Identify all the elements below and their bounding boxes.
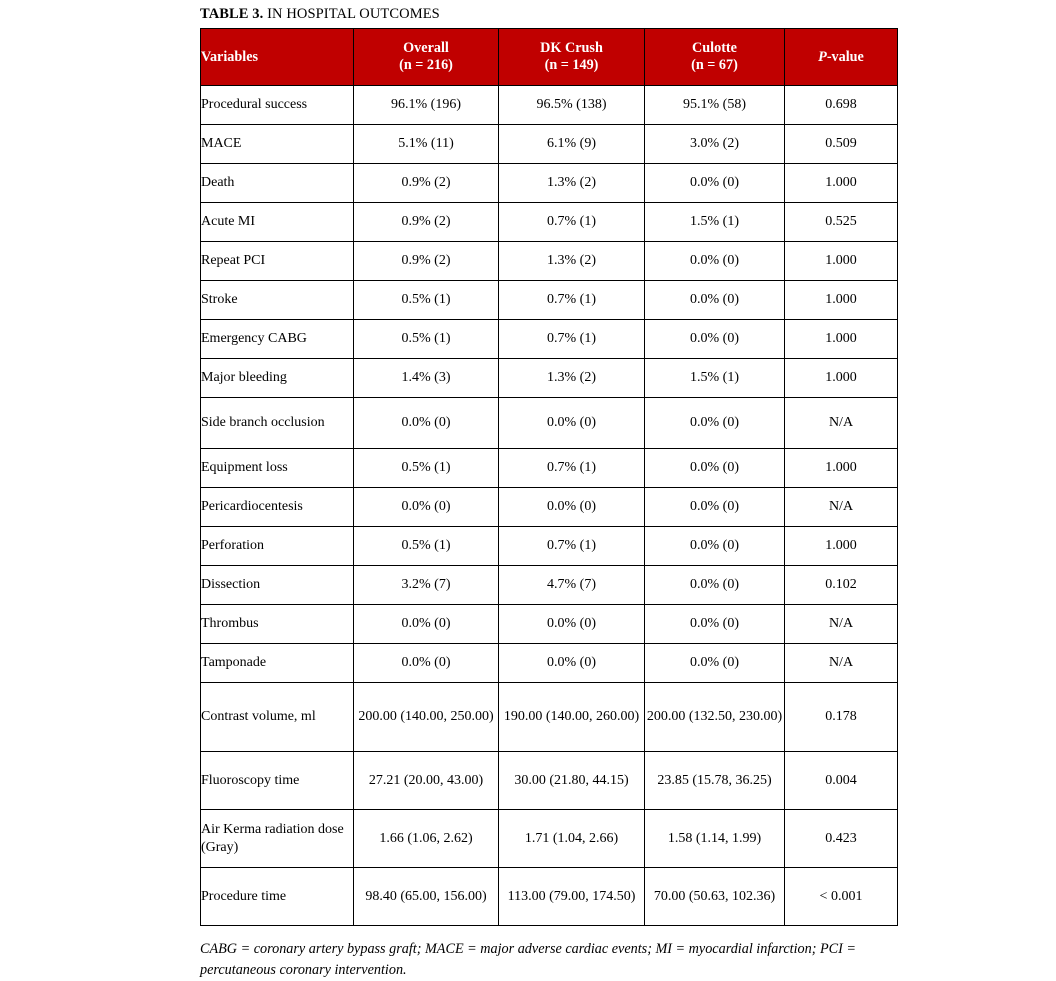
column-header-pvalue-symbol: P [818, 48, 827, 65]
table-row [201, 359, 898, 398]
row-dk-crush: 1.3% (2) [499, 242, 645, 281]
table-row [201, 488, 898, 527]
row-variable: Perforation [201, 527, 354, 566]
table-body [201, 86, 898, 926]
row-dk-crush: 113.00 (79.00, 174.50) [499, 868, 645, 926]
row-culotte: 3.0% (2) [645, 125, 785, 164]
row-overall: 0.0% (0) [354, 644, 499, 683]
row-variable: Repeat PCI [201, 242, 354, 281]
row-pvalue: < 0.001 [785, 868, 898, 926]
row-overall: 0.9% (2) [354, 164, 499, 203]
page-title [200, 0, 900, 28]
row-culotte: 0.0% (0) [645, 281, 785, 320]
row-culotte: 0.0% (0) [645, 164, 785, 203]
row-variable: Acute MI [201, 203, 354, 242]
row-overall: 0.0% (0) [354, 398, 499, 449]
row-pvalue: 1.000 [785, 527, 898, 566]
row-culotte: 95.1% (58) [645, 86, 785, 125]
row-culotte: 0.0% (0) [645, 527, 785, 566]
row-dk-crush: 1.3% (2) [499, 359, 645, 398]
column-header-culotte-n: (n = 67) [691, 57, 738, 73]
row-pvalue: 0.102 [785, 566, 898, 605]
row-culotte: 1.58 (1.14, 1.99) [645, 810, 785, 868]
row-overall: 0.5% (1) [354, 281, 499, 320]
table-footnote: CABG = coronary artery bypass graft; MACE = major adverse cardiac events; MI = myocardial infarction; PCI = percutaneous coronary intervention. [200, 941, 856, 978]
row-variable: Fluoroscopy time [201, 752, 354, 810]
row-dk-crush: 1.71 (1.04, 2.66) [499, 810, 645, 868]
table-row [201, 398, 898, 449]
row-overall: 200.00 (140.00, 250.00) [354, 683, 499, 752]
row-pvalue: 1.000 [785, 281, 898, 320]
row-culotte: 0.0% (0) [645, 449, 785, 488]
row-culotte: 0.0% (0) [645, 242, 785, 281]
table-header-row [201, 29, 898, 86]
row-pvalue: N/A [785, 605, 898, 644]
row-dk-crush: 6.1% (9) [499, 125, 645, 164]
row-overall: 1.66 (1.06, 2.62) [354, 810, 499, 868]
row-pvalue: 0.509 [785, 125, 898, 164]
row-overall: 0.5% (1) [354, 527, 499, 566]
row-culotte: 0.0% (0) [645, 605, 785, 644]
row-variable: Death [201, 164, 354, 203]
table-row [201, 86, 898, 125]
row-culotte: 70.00 (50.63, 102.36) [645, 868, 785, 926]
row-dk-crush: 0.7% (1) [499, 320, 645, 359]
row-pvalue: 0.698 [785, 86, 898, 125]
column-header-variables-label: Variables [201, 48, 259, 65]
row-culotte: 0.0% (0) [645, 398, 785, 449]
in-hospital-outcomes-table [200, 28, 898, 926]
column-header-dk-crush-label: DK Crush [540, 40, 603, 56]
row-overall: 96.1% (196) [354, 86, 499, 125]
row-variable: Pericardiocentesis [201, 488, 354, 527]
row-variable: Emergency CABG [201, 320, 354, 359]
row-pvalue: 0.423 [785, 810, 898, 868]
row-variable: Procedural success [201, 86, 354, 125]
row-variable: Air Kerma radiation dose (Gray) [201, 810, 354, 868]
column-header-overall-label: Overall [403, 40, 449, 56]
row-dk-crush: 0.0% (0) [499, 605, 645, 644]
column-header-dk-crush [499, 29, 645, 86]
table-row [201, 320, 898, 359]
row-variable: Contrast volume, ml [201, 683, 354, 752]
row-pvalue: 0.004 [785, 752, 898, 810]
row-pvalue: 1.000 [785, 449, 898, 488]
row-pvalue: 1.000 [785, 359, 898, 398]
column-header-pvalue-suffix: -value [826, 48, 864, 65]
table-row [201, 242, 898, 281]
row-dk-crush: 0.7% (1) [499, 203, 645, 242]
table-row [201, 868, 898, 926]
row-dk-crush: 0.7% (1) [499, 527, 645, 566]
row-variable: Major bleeding [201, 359, 354, 398]
row-dk-crush: 0.0% (0) [499, 398, 645, 449]
row-pvalue: 1.000 [785, 164, 898, 203]
row-variable: Stroke [201, 281, 354, 320]
row-pvalue: N/A [785, 398, 898, 449]
table-row [201, 752, 898, 810]
row-culotte: 0.0% (0) [645, 488, 785, 527]
row-variable: Thrombus [201, 605, 354, 644]
column-header-culotte [645, 29, 785, 86]
row-variable: MACE [201, 125, 354, 164]
row-culotte: 0.0% (0) [645, 320, 785, 359]
row-dk-crush: 0.0% (0) [499, 488, 645, 527]
row-culotte: 1.5% (1) [645, 359, 785, 398]
table-sheet [200, 0, 900, 981]
row-variable: Tamponade [201, 644, 354, 683]
row-culotte: 200.00 (132.50, 230.00) [645, 683, 785, 752]
table-row [201, 683, 898, 752]
table-row [201, 644, 898, 683]
row-overall: 0.0% (0) [354, 605, 499, 644]
row-variable: Dissection [201, 566, 354, 605]
table-row [201, 281, 898, 320]
column-header-culotte-label: Culotte [692, 40, 737, 56]
row-overall: 0.5% (1) [354, 449, 499, 488]
row-pvalue: N/A [785, 488, 898, 527]
row-dk-crush: 30.00 (21.80, 44.15) [499, 752, 645, 810]
table-row [201, 810, 898, 868]
row-dk-crush: 0.7% (1) [499, 281, 645, 320]
column-header-overall [354, 29, 499, 86]
row-overall: 5.1% (11) [354, 125, 499, 164]
row-overall: 98.40 (65.00, 156.00) [354, 868, 499, 926]
column-header-variables [201, 29, 354, 86]
table-row [201, 605, 898, 644]
row-overall: 0.9% (2) [354, 203, 499, 242]
row-culotte: 23.85 (15.78, 36.25) [645, 752, 785, 810]
row-variable: Equipment loss [201, 449, 354, 488]
row-dk-crush: 1.3% (2) [499, 164, 645, 203]
row-culotte: 0.0% (0) [645, 644, 785, 683]
row-pvalue: 1.000 [785, 242, 898, 281]
table-row [201, 125, 898, 164]
row-dk-crush: 0.7% (1) [499, 449, 645, 488]
row-variable: Procedure time [201, 868, 354, 926]
row-pvalue: 0.525 [785, 203, 898, 242]
table-title-text: IN HOSPITAL OUTCOMES [263, 6, 440, 22]
table-number-label: TABLE 3. [200, 6, 264, 22]
row-pvalue: N/A [785, 644, 898, 683]
row-dk-crush: 0.0% (0) [499, 644, 645, 683]
column-header-overall-n: (n = 216) [399, 57, 453, 73]
column-header-pvalue [785, 29, 898, 86]
row-dk-crush: 190.00 (140.00, 260.00) [499, 683, 645, 752]
table-header [201, 29, 898, 86]
table-row [201, 527, 898, 566]
row-overall: 27.21 (20.00, 43.00) [354, 752, 499, 810]
row-pvalue: 1.000 [785, 320, 898, 359]
table-row [201, 164, 898, 203]
row-overall: 3.2% (7) [354, 566, 499, 605]
row-culotte: 0.0% (0) [645, 566, 785, 605]
column-header-dk-crush-n: (n = 149) [544, 57, 599, 73]
row-overall: 1.4% (3) [354, 359, 499, 398]
table-row [201, 449, 898, 488]
table-row [201, 203, 898, 242]
row-dk-crush: 96.5% (138) [499, 86, 645, 125]
row-variable: Side branch occlusion [201, 398, 354, 449]
row-pvalue: 0.178 [785, 683, 898, 752]
row-dk-crush: 4.7% (7) [499, 566, 645, 605]
row-culotte: 1.5% (1) [645, 203, 785, 242]
row-overall: 0.0% (0) [354, 488, 499, 527]
row-overall: 0.9% (2) [354, 242, 499, 281]
row-overall: 0.5% (1) [354, 320, 499, 359]
table-row [201, 566, 898, 605]
